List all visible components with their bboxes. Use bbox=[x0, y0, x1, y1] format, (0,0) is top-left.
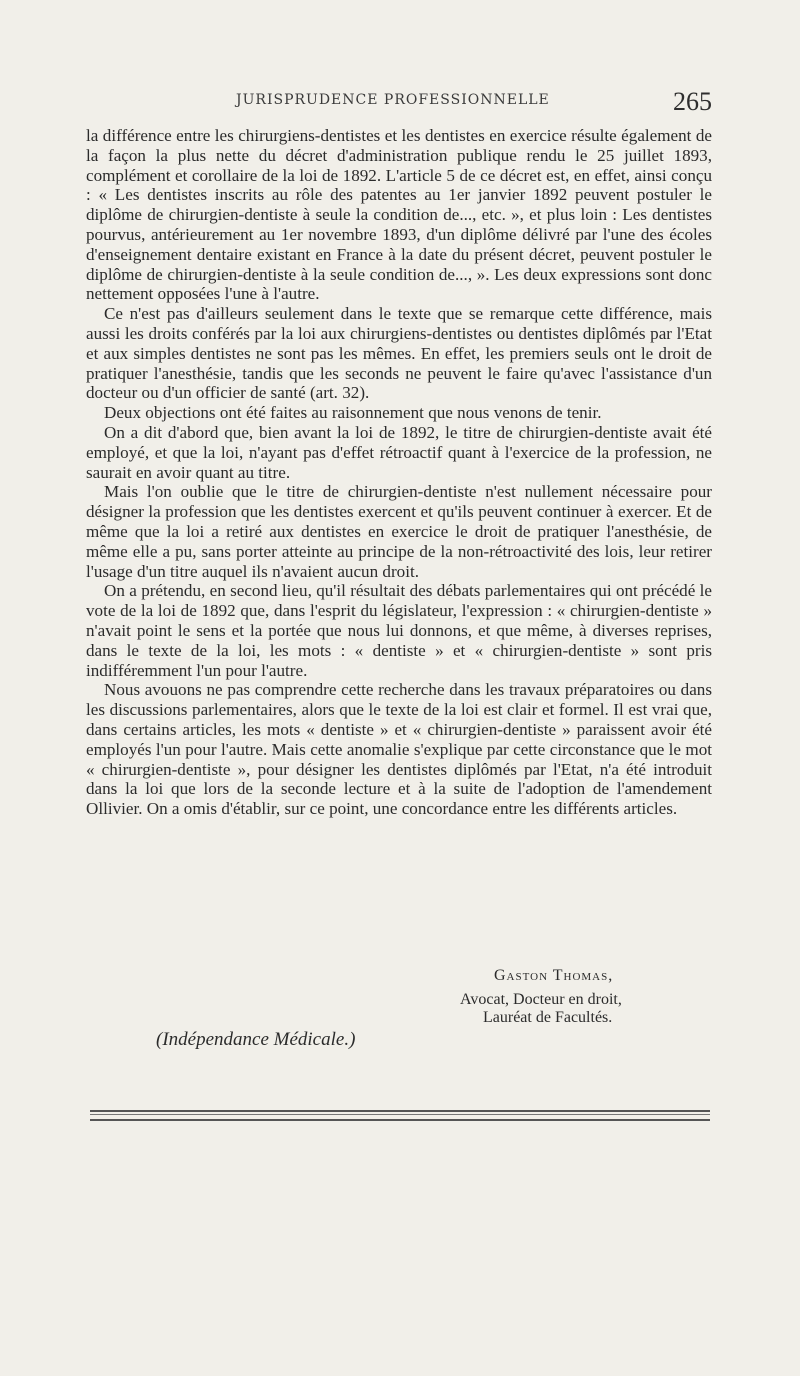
page-number: 265 bbox=[673, 87, 712, 116]
source-citation: (Indépendance Médicale.) bbox=[156, 1029, 356, 1050]
divider-rule bbox=[90, 1119, 710, 1121]
author-title: Avocat, Docteur en droit, bbox=[460, 991, 622, 1008]
divider-rule bbox=[90, 1110, 710, 1112]
author-name: Gaston Thomas, bbox=[494, 967, 614, 984]
paragraph: Ce n'est pas d'ailleurs seulement dans le texte que se remarque cette différence, mais aussi les droits conférés par la loi aux chirurgiens-dentistes ou dentistes diplômés par l'Etat et aux simples dentistes ne sont pas les mêmes. En effet, les premiers seuls ont le droit de pratiquer l'anesthésie, tandis que les seconds ne peuvent le faire qu'avec l'assistance d'un docteur ou d'un officier de santé (art. 32). bbox=[86, 304, 712, 403]
page-header bbox=[86, 87, 712, 119]
paragraph: Mais l'on oublie que le titre de chirurgien-dentiste n'est nullement nécessaire pour désigner la profession que les dentistes exercent et qu'ils peuvent continuer à exercer. Et de même que la loi a retiré aux dentistes en exercice le droit de pratiquer l'anesthésie, de même elle a pu, sans porter atteinte au principe de la non-rétroactivité des lois, leur retirer l'usage d'un titre auquel ils n'avaient aucun droit. bbox=[86, 482, 712, 581]
paragraph: la différence entre les chirurgiens-dentistes et les dentistes en exercice résulte également de la façon la plus nette du décret d'administration publique rendu le 25 juillet 1893, complément et corollaire de la loi de 1892. L'article 5 de ce décret est, en effet, ainsi conçu : « Les dentistes inscrits au rôle des patentes au 1er janvier 1892 peuvent postuler le diplôme de chirurgien-dentiste à seule la condition de..., etc. », et plus loin : Les dentistes pourvus, antérieurement au 1er novembre 1893, d'un diplôme délivré par l'une des écoles d'enseignement dentaire existant en France à la date du présent décret, peuvent postuler le diplôme de chirurgien-dentiste à la seule condition de..., ». Les deux expressions sont donc nettement opposées l'une à l'autre. bbox=[86, 126, 712, 304]
author-title: Lauréat de Facultés. bbox=[483, 1009, 613, 1026]
paragraph: On a dit d'abord que, bien avant la loi de 1892, le titre de chirurgien-dentiste avait été employé, et que la loi, n'ayant pas d'effet rétroactif quant à l'exercice de la profession, ne saurait en avoir quant au titre. bbox=[86, 422, 712, 482]
paragraph: Nous avouons ne pas comprendre cette recherche dans les travaux préparatoires ou dans les discussions parlementaires, alors que le texte de la loi est clair et formel. Il est vrai que, dans certains articles, les mots « dentiste » et « chirurgien-dentiste » paraissent avoir été employés l'un pour l'autre. Mais cette anomalie s'explique par cette circonstance que le mot « chirurgien-dentiste », pour désigner les dentistes diplômés par l'Etat, n'a été introduit dans la loi que lors de la seconde lecture et à la suite de l'adoption de l'amendement Ollivier. On a omis d'établir, sur ce point, une concordance entre les différents articles. bbox=[86, 680, 712, 819]
running-head: JURISPRUDENCE PROFESSIONNELLE bbox=[236, 92, 550, 108]
paragraph: Deux objections ont été faites au raisonnement que nous venons de tenir. bbox=[104, 403, 602, 423]
paragraph: On a prétendu, en second lieu, qu'il résultait des débats parlementaires qui ont précédé le vote de la loi de 1892 que, dans l'esprit du législateur, l'expression : « chirurgien-dentiste » n'avait point le sens et la portée que nous lui donnons, et que même, à diverses reprises, dans le texte de la loi, les mots : « dentiste » et « chirurgien-dentiste » sont pris indifféremment l'un pour l'autre. bbox=[86, 581, 712, 680]
article-body bbox=[86, 126, 712, 819]
divider-rule bbox=[90, 1114, 710, 1115]
